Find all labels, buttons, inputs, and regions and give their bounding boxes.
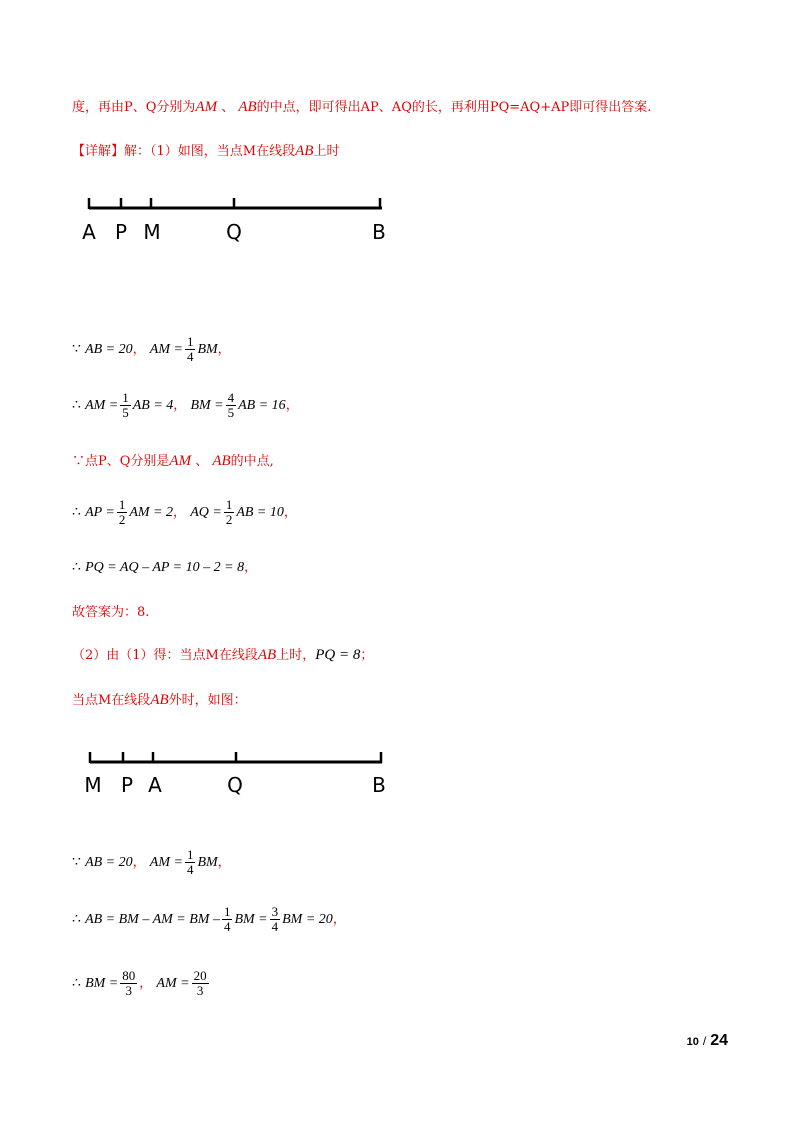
result: BM = 20 — [282, 912, 333, 927]
ap-equals: AP = — [85, 505, 115, 520]
aq-equals: AQ = — [190, 505, 222, 520]
denominator: 2 — [225, 512, 233, 527]
numerator: 80 — [122, 968, 136, 983]
page-separator: / — [702, 1034, 707, 1048]
fraction — [185, 848, 196, 877]
bm-term: BM — [197, 855, 218, 870]
ab-term: AB — [212, 453, 231, 469]
label-b: B — [372, 773, 386, 797]
detail-text: 解：（1）如图，当点M在线段 — [124, 144, 296, 159]
fraction — [270, 905, 281, 934]
therefore-symbol: ∴ — [72, 505, 81, 520]
step-given-2 — [72, 845, 231, 881]
denominator: 5 — [122, 405, 129, 420]
bm-term: BM — [197, 342, 218, 357]
comma: ， — [132, 855, 146, 870]
label-p: P — [120, 773, 134, 797]
intro-line — [72, 97, 651, 118]
answer-line: 故答案为：8. — [72, 605, 150, 620]
part2-line — [72, 645, 373, 666]
denominator: 2 — [118, 512, 126, 527]
ab-term: AB — [150, 692, 169, 708]
comma: ， — [173, 398, 187, 413]
step-midpoints — [72, 451, 274, 472]
separator: 、 — [191, 454, 213, 469]
denominator: 4 — [271, 919, 279, 934]
denominator: 5 — [227, 405, 235, 420]
ab-term: AB — [238, 99, 257, 115]
ab-equals: AB = 20 — [85, 342, 133, 357]
result: AB = 4 — [132, 398, 174, 413]
comma: ， — [139, 976, 153, 991]
therefore-symbol: ∴ — [72, 398, 81, 413]
label-m: M — [143, 220, 161, 244]
fraction — [192, 969, 209, 998]
bm-equals: BM = — [190, 398, 224, 413]
numerator: 1 — [186, 334, 194, 349]
step-therefore-5 — [72, 966, 211, 1002]
outside-text-b: 外时，如图： — [168, 693, 247, 708]
ab-expression: AB = BM – AM = BM – — [85, 912, 220, 927]
therefore-symbol: ∴ — [72, 912, 81, 927]
page-total: 24 — [710, 1032, 728, 1049]
step-therefore-1 — [72, 388, 299, 424]
comma: ， — [332, 912, 346, 927]
pq-expression: PQ = AQ – AP = 10 – 2 = 8 — [85, 560, 245, 575]
numerator: 1 — [118, 497, 126, 512]
label-a: A — [148, 773, 162, 797]
am-term: AM — [169, 453, 192, 469]
am-equals: AM = — [156, 976, 190, 991]
comma: ， — [217, 342, 231, 357]
am-equals: AM = — [149, 342, 183, 357]
denominator: 3 — [196, 983, 204, 998]
outside-line — [72, 690, 247, 711]
page-number — [687, 1032, 728, 1050]
because-symbol: ∵ — [72, 855, 81, 870]
midpoint-text-b: 的中点, — [230, 454, 274, 469]
am-term: AM — [195, 99, 218, 115]
fraction — [117, 498, 128, 527]
bm-equals: BM = — [234, 912, 268, 927]
detail-line — [72, 141, 339, 162]
outside-text-a: 当点M在线段 — [72, 693, 151, 708]
result: AM = 2 — [129, 505, 174, 520]
segment-diagram-1 — [72, 188, 402, 248]
numerator: 4 — [227, 390, 235, 405]
ab-equals: AB = 20 — [85, 855, 133, 870]
label-a: A — [82, 220, 96, 244]
denominator: 4 — [223, 919, 231, 934]
fraction — [226, 391, 237, 420]
part2-text-a: （2）由（1）得：当点M在线段 — [72, 648, 258, 663]
fraction — [222, 905, 233, 934]
midpoint-text-a: ∵点P、Q分别是 — [72, 454, 170, 469]
comma: ， — [173, 505, 187, 520]
page-current: 10 — [686, 1036, 699, 1048]
step-therefore-3 — [72, 558, 257, 578]
comma: ， — [244, 560, 258, 575]
denominator: 4 — [186, 349, 194, 364]
intro-text-a: 度，再由P、Q分别为 — [72, 100, 196, 115]
label-p: P — [114, 220, 128, 244]
fraction — [185, 335, 196, 364]
label-q: Q — [227, 773, 243, 797]
comma: ， — [217, 855, 231, 870]
therefore-symbol: ∴ — [72, 560, 81, 575]
fraction — [120, 969, 137, 998]
segment-diagram-2 — [72, 742, 402, 802]
denominator: 3 — [125, 983, 132, 998]
fraction — [120, 391, 131, 420]
am-equals: AM = — [149, 855, 183, 870]
step-therefore-4 — [72, 902, 346, 938]
numerator: 1 — [122, 390, 129, 405]
fraction — [224, 498, 235, 527]
ab-term: AB — [295, 143, 314, 159]
therefore-symbol: ∴ — [72, 976, 81, 991]
step-given-1 — [72, 332, 231, 368]
step-therefore-2 — [72, 495, 297, 531]
label-q: Q — [226, 220, 242, 244]
because-symbol: ∵ — [72, 342, 81, 357]
comma: ， — [283, 505, 297, 520]
numerator: 1 — [223, 904, 231, 919]
numerator: 1 — [186, 847, 194, 862]
semicolon: ； — [360, 648, 374, 663]
part2-text-b: 上时， — [276, 648, 316, 663]
denominator: 4 — [186, 862, 194, 877]
intro-text-b: 的中点，即可得出AP、AQ的长，再利用PQ=AQ+AP即可得出答案. — [256, 100, 652, 115]
am-equals: AM = — [85, 398, 119, 413]
comma: ， — [285, 398, 299, 413]
result: AB = 10 — [236, 505, 284, 520]
numerator: 1 — [225, 497, 233, 512]
numerator: 20 — [193, 968, 207, 983]
ab-term: AB — [257, 647, 277, 663]
numerator: 3 — [271, 904, 279, 919]
detail-tail: 上时 — [313, 144, 340, 159]
separator: 、 — [217, 100, 239, 115]
detail-label: 【详解】 — [72, 144, 125, 159]
comma: ， — [132, 342, 146, 357]
bm-equals: BM = — [85, 976, 119, 991]
label-b: B — [372, 220, 386, 244]
label-m: M — [84, 773, 102, 797]
result: AB = 16 — [238, 398, 286, 413]
pq-equals: PQ = 8 — [315, 647, 361, 663]
